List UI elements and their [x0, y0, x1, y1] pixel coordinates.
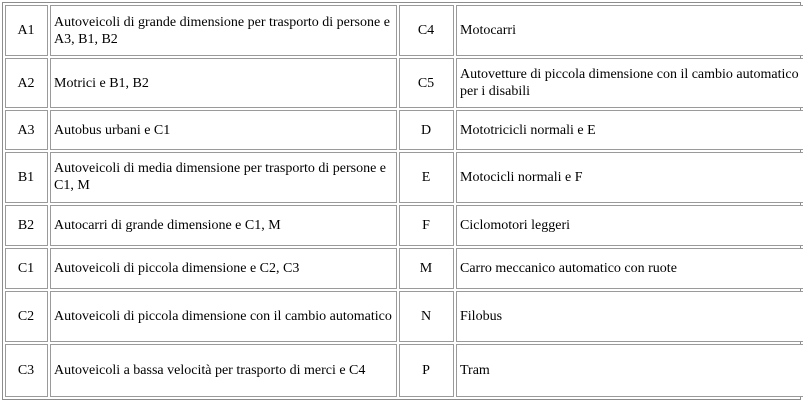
category-description: Autocarri di grande dimensione e C1, M	[50, 205, 397, 246]
category-description: Autoveicoli di media dimensione per trasporto di persone e C1, M	[50, 152, 397, 203]
category-code: B2	[5, 205, 48, 246]
category-description: Motrici e B1, B2	[50, 58, 397, 108]
category-description: Mototricicli normali e E	[456, 110, 803, 150]
license-categories-table	[3, 3, 803, 399]
category-code: C1	[5, 248, 48, 289]
table-row	[5, 110, 803, 150]
table-row	[5, 205, 803, 246]
category-description: Ciclomotori leggeri	[456, 205, 803, 246]
category-code: N	[399, 291, 454, 342]
table-row	[5, 152, 803, 203]
category-code: C3	[5, 344, 48, 397]
category-code: A2	[5, 58, 48, 108]
table-row	[5, 248, 803, 289]
category-description: Filobus	[456, 291, 803, 342]
table-row	[5, 344, 803, 397]
category-code: C2	[5, 291, 48, 342]
category-code: E	[399, 152, 454, 203]
category-description: Carro meccanico automatico con ruote	[456, 248, 803, 289]
table-row	[5, 291, 803, 342]
category-code: A3	[5, 110, 48, 150]
category-description: Motocicli normali e F	[456, 152, 803, 203]
category-description: Tram	[456, 344, 803, 397]
table-row	[5, 58, 803, 108]
category-code: C4	[399, 5, 454, 56]
category-code: A1	[5, 5, 48, 56]
category-description: Autobus urbani e C1	[50, 110, 397, 150]
category-description: Autoveicoli di piccola dimensione e C2, C3	[50, 248, 397, 289]
category-code: D	[399, 110, 454, 150]
category-description: Autovetture di piccola dimensione con il cambio automatico per i disabili	[456, 58, 803, 108]
category-code: C5	[399, 58, 454, 108]
category-description: Autoveicoli di piccola dimensione con il cambio automatico	[50, 291, 397, 342]
category-code: B1	[5, 152, 48, 203]
table-row	[5, 5, 803, 56]
category-description: Autoveicoli di grande dimensione per trasporto di persone e A3, B1, B2	[50, 5, 397, 56]
category-code: M	[399, 248, 454, 289]
category-code: P	[399, 344, 454, 397]
category-description: Motocarri	[456, 5, 803, 56]
category-description: Autoveicoli a bassa velocità per trasporto di merci e C4	[50, 344, 397, 397]
category-code: F	[399, 205, 454, 246]
